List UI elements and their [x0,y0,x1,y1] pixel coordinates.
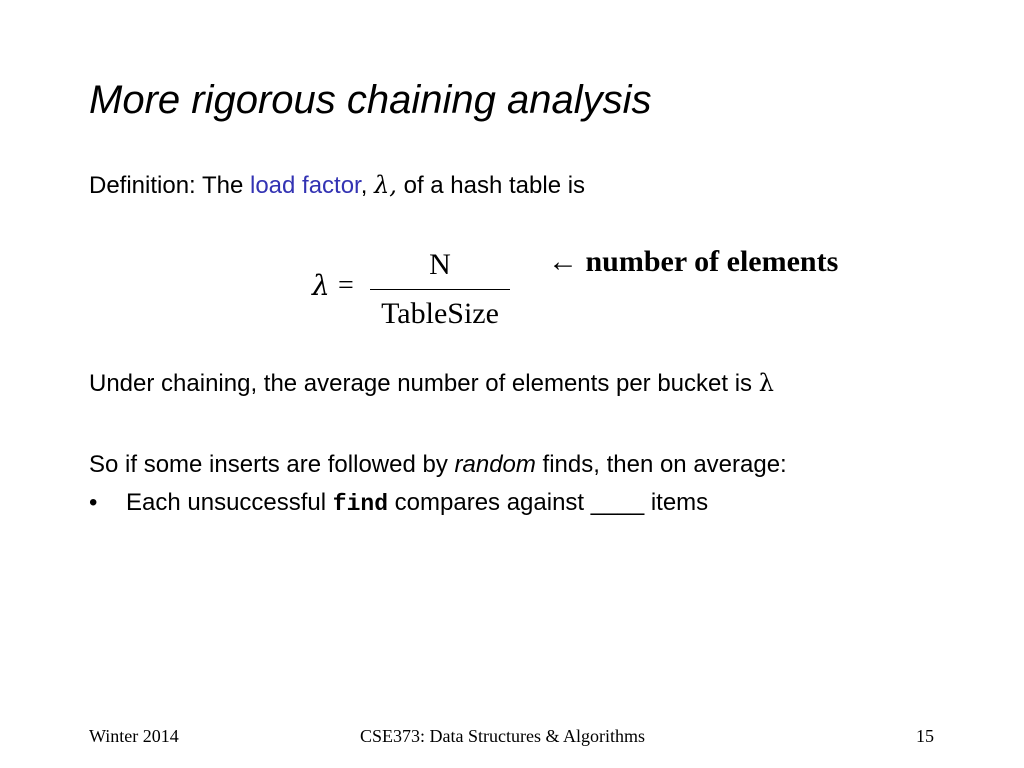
find-code: find [332,491,388,517]
so-if-prefix: So if some inserts are followed by [89,451,455,478]
fraction-denominator: TableSize [381,297,499,330]
so-if-line [89,450,787,480]
formula-equals: = [338,270,354,301]
footer-course: CSE373: Data Structures & Algorithms [360,726,645,746]
definition-suffix: of a hash table is [396,172,586,199]
definition-comma: , [360,172,375,199]
lambda-symbol: λ, [374,171,397,199]
slide-number: 15 [916,726,934,746]
lambda-symbol: λ [758,369,774,397]
formula-lambda: λ [312,269,330,302]
bullet-item [89,488,708,519]
definition-prefix: Definition: The [89,172,250,199]
fraction-numerator: N [429,248,451,281]
bullet-icon: • [89,489,98,516]
slide-title: More rigorous chaining analysis [89,78,652,122]
definition-line [89,170,585,201]
bullet-suffix: compares against ____ items [388,489,709,516]
footer-term: Winter 2014 [89,726,179,746]
load-factor-term: load factor [249,172,361,199]
bullet-prefix: Each unsuccessful [126,489,333,516]
under-chaining-line [89,368,774,399]
so-if-suffix: finds, then on average: [535,451,787,478]
random-emphasis: random [454,451,536,478]
fraction-bar [370,289,510,290]
under-chaining-text: Under chaining, the average number of elements per bucket is [89,370,759,397]
formula-annotation: ← number of elements [548,245,839,278]
